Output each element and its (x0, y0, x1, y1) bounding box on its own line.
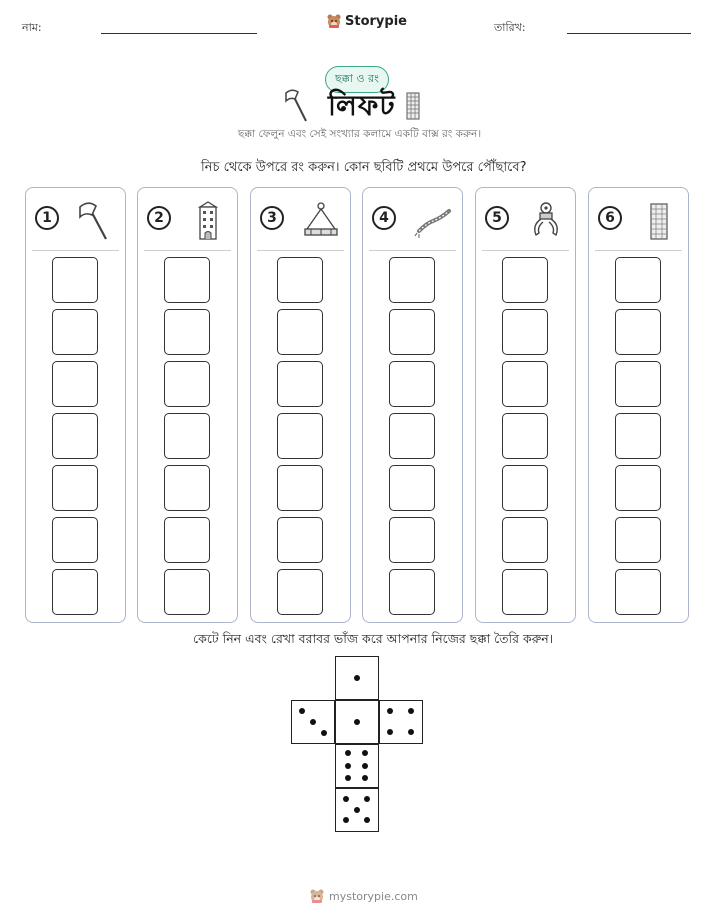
die-pip (354, 807, 360, 813)
page-title: লিফট (328, 89, 396, 122)
color-box[interactable] (502, 309, 548, 355)
column-number: 2 (147, 206, 171, 230)
column-number: 4 (372, 206, 396, 230)
rope-icon (413, 201, 453, 241)
color-box[interactable] (277, 257, 323, 303)
color-box[interactable] (52, 569, 98, 615)
color-box[interactable] (389, 361, 435, 407)
color-box[interactable] (615, 517, 661, 563)
die-pip (299, 708, 305, 714)
die-pip (345, 750, 351, 756)
die-face-1 (335, 700, 379, 744)
column-number: 5 (485, 206, 509, 230)
column-6 (588, 187, 689, 623)
column-divider (482, 250, 569, 251)
color-box[interactable] (277, 569, 323, 615)
axe-icon (76, 201, 116, 241)
die-pip (362, 750, 368, 756)
color-box[interactable] (164, 413, 210, 459)
bear-mascot-icon (309, 888, 325, 904)
column-number: 3 (260, 206, 284, 230)
color-box[interactable] (52, 361, 98, 407)
axe-icon (284, 89, 310, 123)
color-box[interactable] (164, 309, 210, 355)
color-box[interactable] (502, 569, 548, 615)
color-box[interactable] (52, 309, 98, 355)
column-5 (475, 187, 576, 623)
color-box[interactable] (277, 361, 323, 407)
die-pip (408, 729, 414, 735)
die-pip (362, 763, 368, 769)
color-box[interactable] (277, 309, 323, 355)
die-pip (364, 796, 370, 802)
subtitle: ছক্কা ফেলুন এবং সেই সংখ্যার কলামে একটি বাক্স রং করুন। (238, 128, 482, 140)
color-box[interactable] (52, 413, 98, 459)
die-face-3 (291, 700, 335, 744)
color-box[interactable] (615, 465, 661, 511)
column-number: 6 (598, 206, 622, 230)
brand-name: Storypie (345, 13, 407, 29)
color-box[interactable] (277, 465, 323, 511)
die-pip (345, 775, 351, 781)
color-box[interactable] (164, 517, 210, 563)
color-box[interactable] (502, 413, 548, 459)
die-pip (387, 729, 393, 735)
column-2 (137, 187, 238, 623)
grabber-claw-icon (526, 201, 566, 241)
bear-mascot-icon (326, 13, 342, 29)
date-line[interactable] (567, 33, 691, 34)
color-box[interactable] (164, 361, 210, 407)
color-box[interactable] (389, 569, 435, 615)
color-box[interactable] (389, 257, 435, 303)
column-divider (595, 250, 682, 251)
die-face-6 (335, 744, 379, 788)
color-box[interactable] (277, 517, 323, 563)
castle-tower-icon (188, 201, 228, 241)
color-box[interactable] (615, 257, 661, 303)
column-divider (32, 250, 119, 251)
column-number: 1 (35, 206, 59, 230)
color-box[interactable] (389, 465, 435, 511)
column-4 (362, 187, 463, 623)
footer (309, 888, 418, 904)
die-pip (387, 708, 393, 714)
die-pip (354, 675, 360, 681)
color-box[interactable] (615, 569, 661, 615)
color-box[interactable] (164, 569, 210, 615)
die-pip (345, 763, 351, 769)
lifting-platform-icon (301, 201, 341, 241)
footer-url: mystorypie.com (329, 889, 418, 903)
cut-instruction: কেটে নিন এবং রেখা বরাবর ভাঁজ করে আপনার নিজের ছক্কা তৈরি করুন। (193, 631, 554, 646)
die-pip (310, 719, 316, 725)
color-box[interactable] (52, 257, 98, 303)
brand-logo (326, 13, 407, 29)
tower-building-icon (405, 92, 421, 120)
die-pip (354, 719, 360, 725)
column-1 (25, 187, 126, 623)
color-box[interactable] (52, 517, 98, 563)
color-box[interactable] (164, 465, 210, 511)
column-3 (250, 187, 351, 623)
color-box[interactable] (389, 309, 435, 355)
category-badge: ছক্কা ও রং (325, 66, 389, 93)
skyscraper-icon (639, 201, 679, 241)
column-divider (257, 250, 344, 251)
die-pip (408, 708, 414, 714)
column-divider (369, 250, 456, 251)
name-line[interactable] (101, 33, 257, 34)
color-box[interactable] (502, 257, 548, 303)
date-label: তারিখ: (494, 21, 526, 34)
color-box[interactable] (502, 517, 548, 563)
die-face-4 (379, 700, 423, 744)
color-box[interactable] (615, 309, 661, 355)
name-label: নাম: (22, 21, 42, 34)
color-box[interactable] (502, 465, 548, 511)
color-box[interactable] (389, 413, 435, 459)
color-box[interactable] (502, 361, 548, 407)
die-pip (362, 775, 368, 781)
color-box[interactable] (164, 257, 210, 303)
die-pip (321, 730, 327, 736)
color-box[interactable] (389, 517, 435, 563)
color-box[interactable] (615, 361, 661, 407)
die-pip (343, 817, 349, 823)
color-box[interactable] (615, 413, 661, 459)
color-box[interactable] (52, 465, 98, 511)
column-divider (144, 250, 231, 251)
die-pip (364, 817, 370, 823)
instruction-text: নিচ থেকে উপরে রং করুন। কোন ছবিটি প্রথমে উপরে পৌঁছাবে? (201, 160, 527, 175)
die-face-5 (335, 788, 379, 832)
die-face-1 (335, 656, 379, 700)
color-box[interactable] (277, 413, 323, 459)
die-pip (343, 796, 349, 802)
